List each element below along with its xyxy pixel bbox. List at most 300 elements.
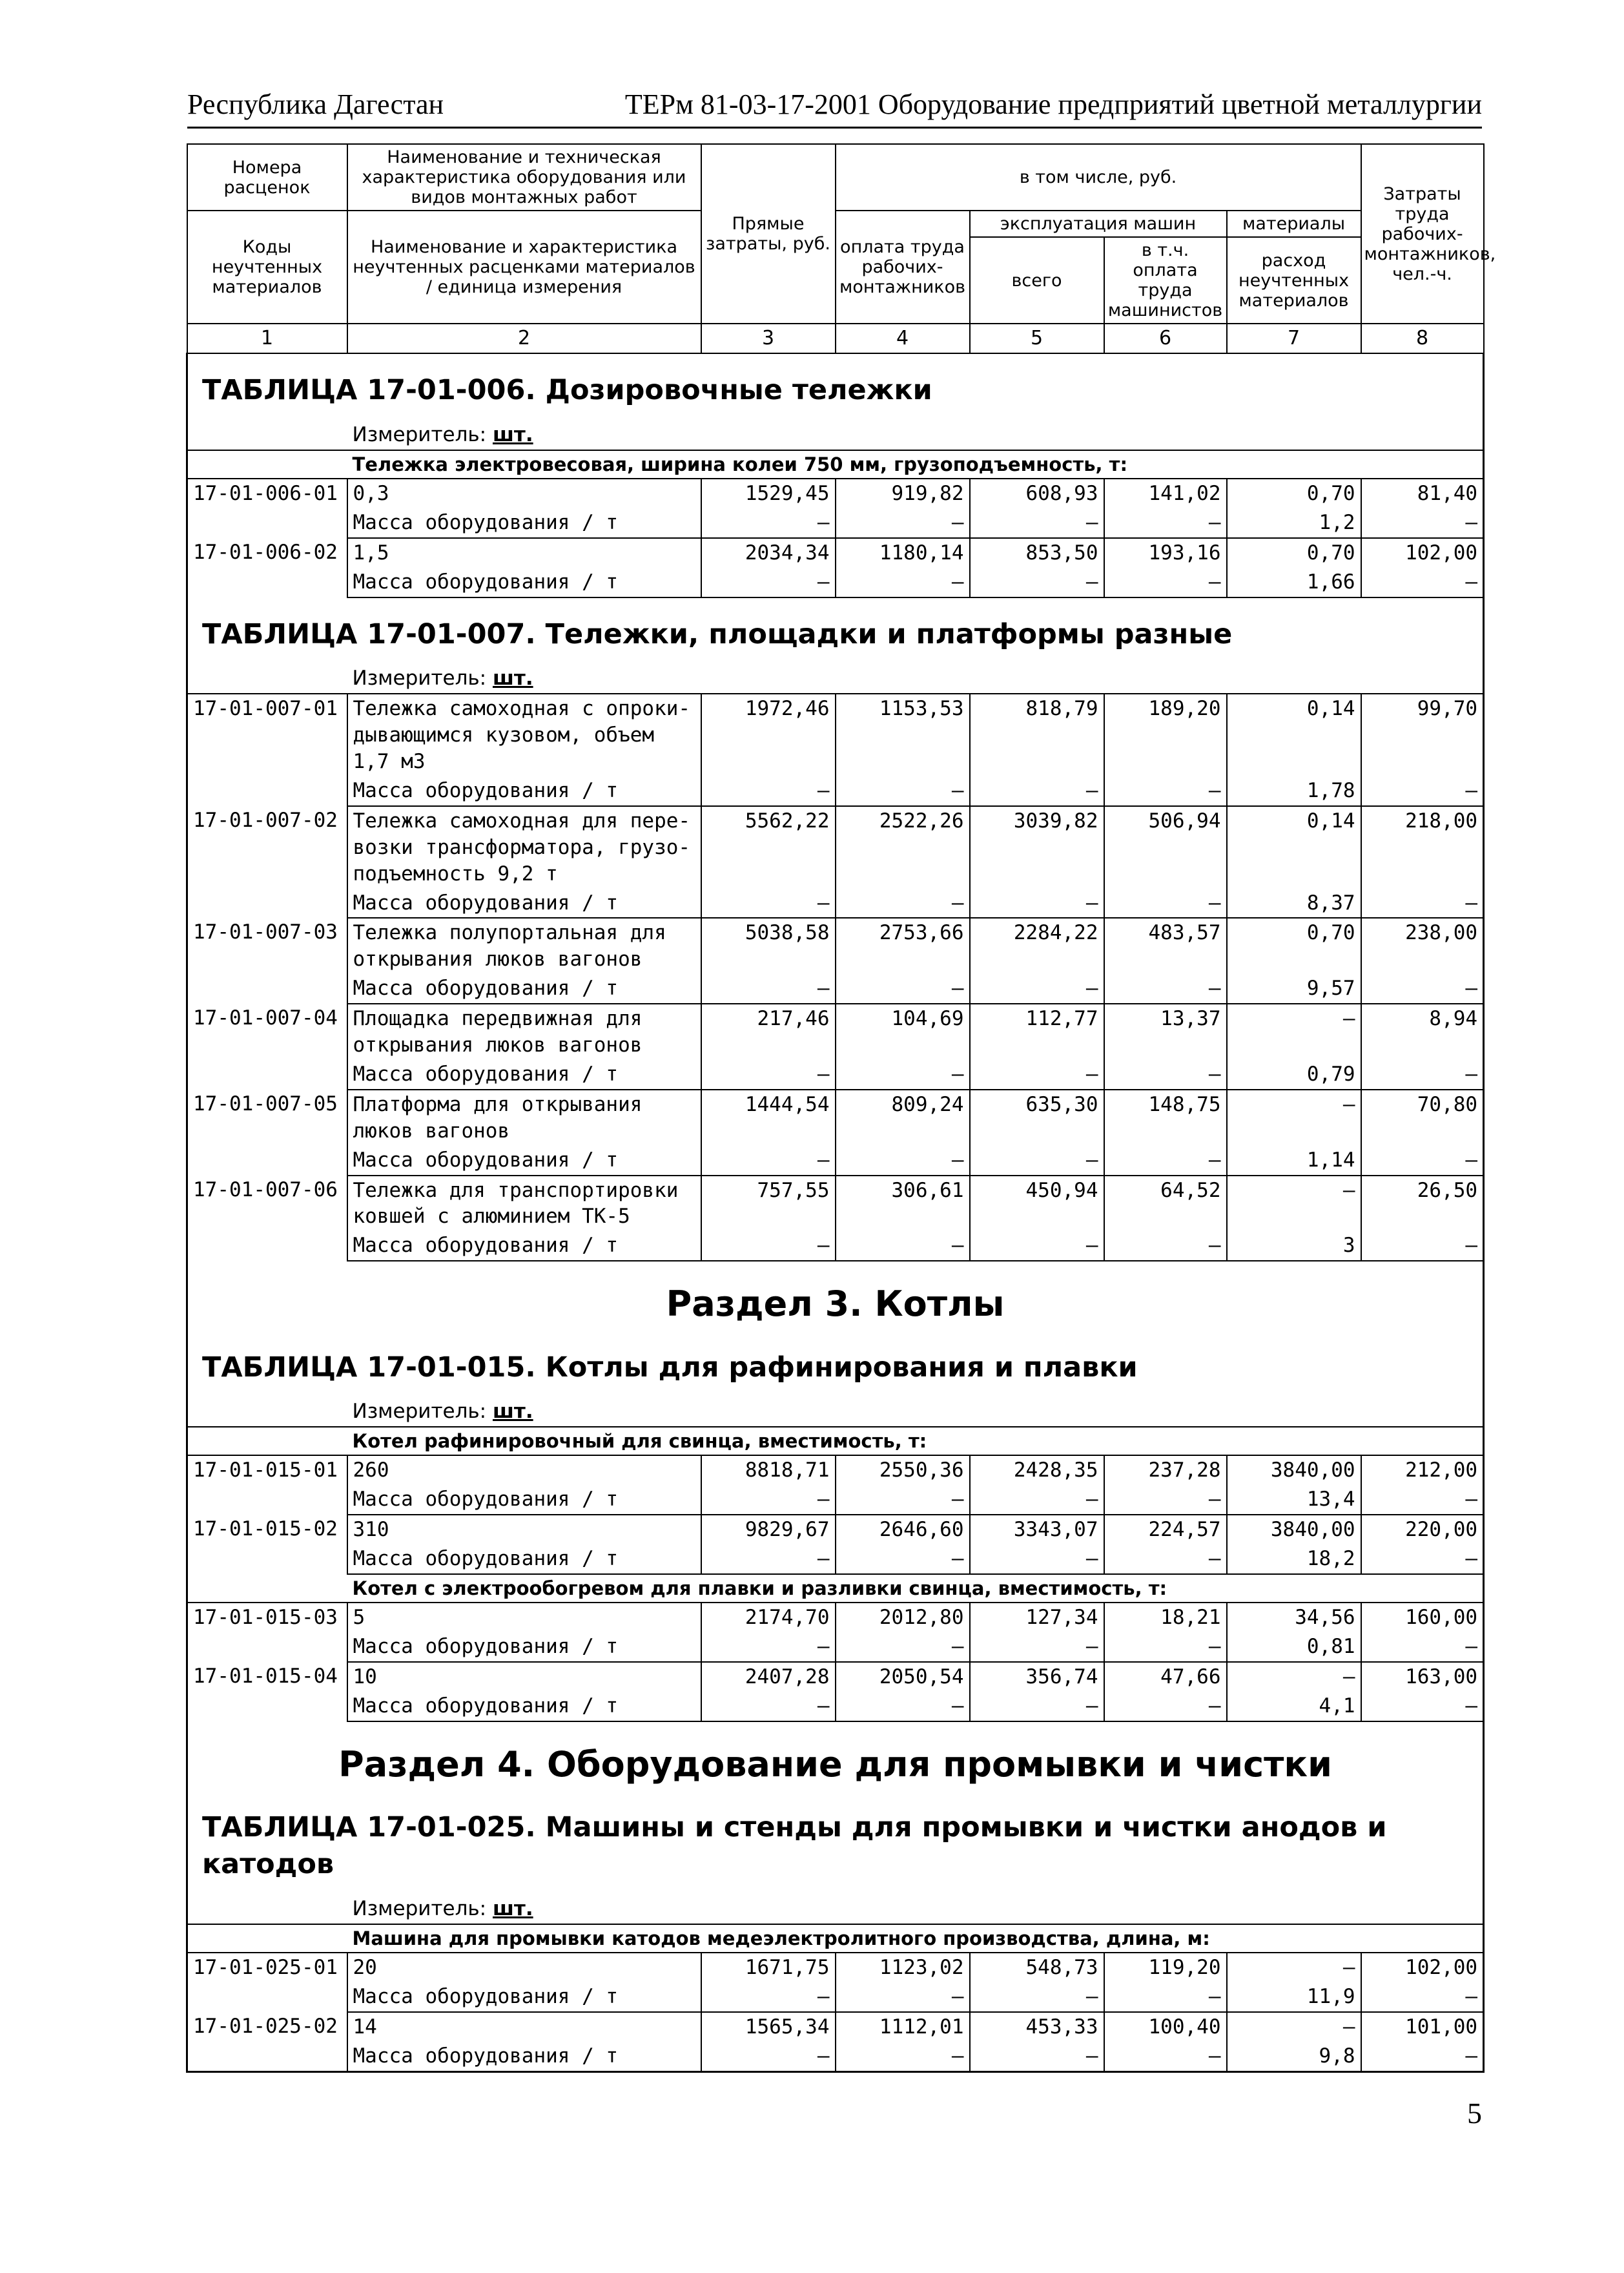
- rate-name: 0,3: [347, 479, 701, 508]
- mass-value: –: [1361, 2042, 1484, 2071]
- mass-value: 0,81: [1227, 1632, 1361, 1662]
- mass-value: –: [1104, 974, 1227, 1004]
- rate-value: 1444,54: [701, 1090, 836, 1146]
- mass-value: 3: [1227, 1231, 1361, 1261]
- col-number: 5: [970, 324, 1104, 353]
- unit-cell: [347, 1391, 1484, 1427]
- rate-value: 3039,82: [970, 806, 1104, 889]
- rate-value: 919,82: [836, 479, 970, 508]
- table-row: [187, 1515, 1484, 1544]
- mass-value: 18,2: [1227, 1544, 1361, 1574]
- group-label: Тележка электровесовая, ширина колеи 750 мм, грузоподъемность, т:: [347, 450, 1484, 479]
- col-rate-numbers: Номера расценок: [187, 144, 347, 211]
- rate-value: 100,40: [1104, 2012, 1227, 2042]
- unit-cell: [347, 658, 1484, 694]
- rate-value: 141,02: [1104, 479, 1227, 508]
- unit-spacer: [187, 414, 347, 450]
- mass-value: –: [1104, 508, 1227, 538]
- rate-value: 34,56: [1227, 1603, 1361, 1632]
- mass-value: –: [1361, 1060, 1484, 1090]
- rate-value: 112,77: [970, 1004, 1104, 1060]
- group-spacer: [187, 1924, 347, 1953]
- rate-code: 17-01-007-03: [187, 918, 347, 1004]
- section-title: Раздел 4. Оборудование для промывки и чистки: [187, 1721, 1484, 1791]
- mass-value: –: [970, 1982, 1104, 2012]
- unit-row: [187, 658, 1484, 694]
- mass-value: –: [836, 1692, 970, 1721]
- rate-value: 2050,54: [836, 1662, 970, 1692]
- rate-value: 483,57: [1104, 918, 1227, 974]
- rate-value: 2407,28: [701, 1662, 836, 1692]
- unit-label: Измеритель:: [352, 1896, 487, 1920]
- rate-name: Тележка для транспортировки ковшей с алюминием ТК-5: [347, 1176, 701, 1232]
- rate-value: 218,00: [1361, 806, 1484, 889]
- table-title-row: [187, 1331, 1484, 1391]
- mass-value: –: [1361, 1692, 1484, 1721]
- unit-row: [187, 1391, 1484, 1427]
- table-row: [187, 1662, 1484, 1692]
- mass-value: –: [970, 1632, 1104, 1662]
- rate-code: 17-01-015-04: [187, 1662, 347, 1721]
- mass-value: 1,66: [1227, 568, 1361, 597]
- mass-value: 1,2: [1227, 508, 1361, 538]
- mass-value: 13,4: [1227, 1485, 1361, 1515]
- rate-value: 635,30: [970, 1090, 1104, 1146]
- table-title: ТАБЛИЦА 17-01-015. Котлы для рафинирования и плавки: [187, 1331, 1484, 1391]
- mass-value: –: [701, 1231, 836, 1261]
- rate-value: 853,50: [970, 538, 1104, 568]
- col-material-codes: Коды неучтенных материалов: [187, 211, 347, 324]
- rate-value: 212,00: [1361, 1455, 1484, 1485]
- mass-value: –: [1361, 1231, 1484, 1261]
- mass-row: [187, 1692, 1484, 1721]
- rate-value: 26,50: [1361, 1176, 1484, 1232]
- mass-label: Масса оборудования / т: [347, 1485, 701, 1515]
- unit-value: шт.: [492, 1400, 533, 1424]
- mass-value: –: [1361, 1632, 1484, 1662]
- mass-value: –: [836, 2042, 970, 2071]
- mass-label: Масса оборудования / т: [347, 1544, 701, 1574]
- rate-value: 9829,67: [701, 1515, 836, 1544]
- table-title: ТАБЛИЦА 17-01-007. Тележки, площадки и платформы разные: [187, 597, 1484, 658]
- table-title-row: [187, 353, 1484, 414]
- rate-value: 1123,02: [836, 1953, 970, 1982]
- mass-value: 9,8: [1227, 2042, 1361, 2071]
- mass-value: –: [1104, 1692, 1227, 1721]
- rate-value: 0,14: [1227, 694, 1361, 776]
- col-number: 3: [701, 324, 836, 353]
- rate-code: 17-01-007-01: [187, 694, 347, 806]
- mass-value: –: [1104, 1231, 1227, 1261]
- table-body: [187, 353, 1484, 2071]
- rate-value: –: [1227, 1662, 1361, 1692]
- table-row: [187, 694, 1484, 776]
- rate-value: 3343,07: [970, 1515, 1104, 1544]
- col-labor-hours: Затраты труда рабочих-монтажников, чел.-ч.: [1361, 144, 1484, 324]
- mass-value: –: [701, 1060, 836, 1090]
- col-number: 7: [1227, 324, 1361, 353]
- unit-row: [187, 414, 1484, 450]
- col-number: 1: [187, 324, 347, 353]
- mass-value: –: [836, 1982, 970, 2012]
- mass-value: –: [701, 1485, 836, 1515]
- unit-row: [187, 1888, 1484, 1924]
- rate-value: 8,94: [1361, 1004, 1484, 1060]
- rate-value: 220,00: [1361, 1515, 1484, 1544]
- group-row: [187, 1574, 1484, 1603]
- col-number: 4: [836, 324, 970, 353]
- mass-value: –: [1104, 1146, 1227, 1176]
- mass-value: 1,78: [1227, 776, 1361, 806]
- mass-value: –: [1104, 568, 1227, 597]
- mass-value: –: [1104, 1485, 1227, 1515]
- rate-value: –: [1227, 1004, 1361, 1060]
- group-row: [187, 450, 1484, 479]
- mass-value: –: [970, 776, 1104, 806]
- rate-value: 2284,22: [970, 918, 1104, 974]
- rate-name: Тележка самоходная с опроки-дывающимся кузовом, объем 1,7 м3: [347, 694, 701, 776]
- unit-label: Измеритель:: [352, 1400, 487, 1424]
- rate-value: 1565,34: [701, 2012, 836, 2042]
- mass-value: –: [701, 974, 836, 1004]
- rate-value: 237,28: [1104, 1455, 1227, 1485]
- table-row: [187, 479, 1484, 508]
- rate-code: 17-01-025-02: [187, 2012, 347, 2071]
- rate-value: –: [1227, 2012, 1361, 2042]
- rate-name: Платформа для открывания люков вагонов: [347, 1090, 701, 1146]
- rate-value: 127,34: [970, 1603, 1104, 1632]
- table-title: ТАБЛИЦА 17-01-025. Машины и стенды для промывки и чистки анодов и катодов: [187, 1791, 1484, 1888]
- rate-name: 260: [347, 1455, 701, 1485]
- mass-label: Масса оборудования / т: [347, 1982, 701, 2012]
- mass-value: –: [701, 568, 836, 597]
- mass-value: –: [1361, 1485, 1484, 1515]
- unit-cell: [347, 1888, 1484, 1924]
- mass-value: –: [1104, 776, 1227, 806]
- mass-label: Масса оборудования / т: [347, 508, 701, 538]
- mass-row: [187, 1485, 1484, 1515]
- table-title-row: [187, 597, 1484, 658]
- col-direct-costs: Прямые затраты, руб.: [701, 144, 836, 324]
- rate-value: 217,46: [701, 1004, 836, 1060]
- rate-name: 20: [347, 1953, 701, 1982]
- rate-value: 47,66: [1104, 1662, 1227, 1692]
- mass-label: Масса оборудования / т: [347, 1060, 701, 1090]
- mass-label: Масса оборудования / т: [347, 1692, 701, 1721]
- mass-value: –: [1361, 1544, 1484, 1574]
- mass-value: –: [970, 889, 1104, 919]
- rate-value: 809,24: [836, 1090, 970, 1146]
- rate-name: 1,5: [347, 538, 701, 568]
- mass-value: –: [970, 2042, 1104, 2071]
- rate-code: 17-01-007-05: [187, 1090, 347, 1176]
- rate-value: 193,16: [1104, 538, 1227, 568]
- mass-value: –: [1361, 1146, 1484, 1176]
- rate-value: 757,55: [701, 1176, 836, 1232]
- rate-code: 17-01-015-01: [187, 1455, 347, 1515]
- rate-value: 101,00: [1361, 2012, 1484, 2042]
- mass-row: [187, 889, 1484, 919]
- mass-label: Масса оборудования / т: [347, 568, 701, 597]
- mass-value: –: [970, 1692, 1104, 1721]
- mass-value: 8,37: [1227, 889, 1361, 919]
- rate-value: 189,20: [1104, 694, 1227, 776]
- mass-value: 11,9: [1227, 1982, 1361, 2012]
- rate-value: 453,33: [970, 2012, 1104, 2042]
- mass-value: 9,57: [1227, 974, 1361, 1004]
- rate-value: 2012,80: [836, 1603, 970, 1632]
- mass-value: –: [970, 1060, 1104, 1090]
- mass-row: [187, 1632, 1484, 1662]
- col-machinists-pay: в т.ч. оплата труда машинистов: [1104, 237, 1227, 324]
- mass-value: –: [970, 568, 1104, 597]
- mass-value: –: [836, 889, 970, 919]
- mass-value: –: [1104, 1632, 1227, 1662]
- mass-value: –: [1361, 889, 1484, 919]
- rate-value: 3840,00: [1227, 1455, 1361, 1485]
- rate-value: 1112,01: [836, 2012, 970, 2042]
- mass-label: Масса оборудования / т: [347, 2042, 701, 2071]
- mass-value: –: [701, 1146, 836, 1176]
- rate-value: 81,40: [1361, 479, 1484, 508]
- rate-value: 1671,75: [701, 1953, 836, 1982]
- mass-row: [187, 1231, 1484, 1261]
- rate-value: 1529,45: [701, 479, 836, 508]
- rate-value: 2550,36: [836, 1455, 970, 1485]
- col-machines-total: всего: [970, 237, 1104, 324]
- mass-value: –: [836, 1632, 970, 1662]
- mass-label: Масса оборудования / т: [347, 1146, 701, 1176]
- group-row: [187, 1427, 1484, 1455]
- mass-value: –: [836, 974, 970, 1004]
- rate-name: Тележка полупортальная для открывания люков вагонов: [347, 918, 701, 974]
- header-document-title: ТЕРм 81-03-17-2001 Оборудование предприятий цветной металлургии: [624, 88, 1482, 120]
- mass-value: –: [970, 974, 1104, 1004]
- unit-value: шт.: [492, 667, 533, 690]
- rate-name: 5: [347, 1603, 701, 1632]
- mass-value: –: [1361, 1982, 1484, 2012]
- mass-value: –: [970, 1231, 1104, 1261]
- mass-value: –: [701, 776, 836, 806]
- rate-value: 2522,26: [836, 806, 970, 889]
- col-material-consumption: расход неучтенных материалов: [1227, 237, 1361, 324]
- rate-value: 0,70: [1227, 538, 1361, 568]
- mass-row: [187, 1544, 1484, 1574]
- unit-label: Измеритель:: [352, 422, 487, 446]
- rate-code: 17-01-006-02: [187, 538, 347, 597]
- rate-name: Площадка передвижная для открывания люков вагонов: [347, 1004, 701, 1060]
- rate-value: 224,57: [1104, 1515, 1227, 1544]
- mass-value: –: [836, 1231, 970, 1261]
- mass-value: –: [970, 508, 1104, 538]
- rate-value: 5038,58: [701, 918, 836, 974]
- mass-row: [187, 2042, 1484, 2071]
- mass-value: –: [1361, 776, 1484, 806]
- mass-label: Масса оборудования / т: [347, 776, 701, 806]
- rate-value: 1180,14: [836, 538, 970, 568]
- rate-value: 2753,66: [836, 918, 970, 974]
- mass-value: –: [836, 1146, 970, 1176]
- group-label: Котел с электрообогревом для плавки и разливки свинца, вместимость, т:: [347, 1574, 1484, 1603]
- mass-label: Масса оборудования / т: [347, 889, 701, 919]
- rate-value: 2034,34: [701, 538, 836, 568]
- rate-code: 17-01-007-02: [187, 806, 347, 919]
- unit-spacer: [187, 1391, 347, 1427]
- table-row: [187, 1455, 1484, 1485]
- rate-value: 2428,35: [970, 1455, 1104, 1485]
- rate-code: 17-01-025-01: [187, 1953, 347, 2012]
- rate-value: 548,73: [970, 1953, 1104, 1982]
- col-machines: эксплуатация машин: [970, 211, 1227, 237]
- mass-row: [187, 568, 1484, 597]
- rate-value: 450,94: [970, 1176, 1104, 1232]
- rate-value: 5562,22: [701, 806, 836, 889]
- rate-value: 104,69: [836, 1004, 970, 1060]
- section-row: [187, 1261, 1484, 1331]
- rate-value: 99,70: [1361, 694, 1484, 776]
- rates-table: [186, 143, 1496, 2073]
- rate-value: 18,21: [1104, 1603, 1227, 1632]
- col-including: в том числе, руб.: [836, 144, 1361, 211]
- rate-code: 17-01-015-02: [187, 1515, 347, 1574]
- mass-row: [187, 1146, 1484, 1176]
- rate-value: 8818,71: [701, 1455, 836, 1485]
- rate-value: 148,75: [1104, 1090, 1227, 1146]
- mass-row: [187, 776, 1484, 806]
- unit-label: Измеритель:: [352, 667, 487, 690]
- table-title: ТАБЛИЦА 17-01-006. Дозировочные тележки: [187, 353, 1484, 414]
- header-rule: [187, 127, 1482, 129]
- rate-value: 119,20: [1104, 1953, 1227, 1982]
- mass-value: –: [701, 1692, 836, 1721]
- section-row: [187, 1721, 1484, 1791]
- col-name: Наименование и техническая характеристика оборудования или видов монтажных работ: [347, 144, 701, 211]
- mass-value: –: [1104, 1060, 1227, 1090]
- group-spacer: [187, 1574, 347, 1603]
- table-title-row: [187, 1791, 1484, 1888]
- rate-value: 818,79: [970, 694, 1104, 776]
- mass-value: –: [836, 1485, 970, 1515]
- rate-value: –: [1227, 1176, 1361, 1232]
- mass-value: –: [1361, 568, 1484, 597]
- mass-row: [187, 1060, 1484, 1090]
- rate-value: 160,00: [1361, 1603, 1484, 1632]
- rate-value: 1972,46: [701, 694, 836, 776]
- mass-value: –: [836, 1544, 970, 1574]
- unit-spacer: [187, 658, 347, 694]
- rate-value: 70,80: [1361, 1090, 1484, 1146]
- rate-code: 17-01-007-04: [187, 1004, 347, 1090]
- mass-row: [187, 974, 1484, 1004]
- rate-code: 17-01-006-01: [187, 479, 347, 538]
- rate-value: 102,00: [1361, 1953, 1484, 1982]
- rate-value: 356,74: [970, 1662, 1104, 1692]
- mass-value: –: [1361, 974, 1484, 1004]
- table-row: [187, 2012, 1484, 2042]
- page-number: 5: [1467, 2097, 1482, 2130]
- col-number: 8: [1361, 324, 1484, 353]
- mass-value: –: [970, 1544, 1104, 1574]
- table-row: [187, 538, 1484, 568]
- unit-value: шт.: [492, 422, 533, 446]
- rate-name: 14: [347, 2012, 701, 2042]
- rate-name: 10: [347, 1662, 701, 1692]
- rate-value: 2646,60: [836, 1515, 970, 1544]
- mass-value: 0,79: [1227, 1060, 1361, 1090]
- mass-row: [187, 508, 1484, 538]
- rate-value: 13,37: [1104, 1004, 1227, 1060]
- mass-value: –: [836, 776, 970, 806]
- col-number: 2: [347, 324, 701, 353]
- mass-label: Масса оборудования / т: [347, 974, 701, 1004]
- table-row: [187, 918, 1484, 974]
- table-row: [187, 1176, 1484, 1232]
- table-row: [187, 1090, 1484, 1146]
- col-labor-pay: оплата труда рабочих-монтажников: [836, 211, 970, 324]
- col-materials: материалы: [1227, 211, 1361, 237]
- rate-value: 163,00: [1361, 1662, 1484, 1692]
- mass-value: –: [701, 889, 836, 919]
- rate-value: 2174,70: [701, 1603, 836, 1632]
- group-label: Котел рафинировочный для свинца, вместимость, т:: [347, 1427, 1484, 1455]
- group-label: Машина для промывки катодов медеэлектролитного производства, длина, м:: [347, 1924, 1484, 1953]
- unit-spacer: [187, 1888, 347, 1924]
- rate-value: –: [1227, 1953, 1361, 1982]
- mass-value: –: [701, 1544, 836, 1574]
- rate-name: 310: [347, 1515, 701, 1544]
- section-title: Раздел 3. Котлы: [187, 1261, 1484, 1331]
- table-row: [187, 1953, 1484, 1982]
- mass-label: Масса оборудования / т: [347, 1632, 701, 1662]
- mass-label: Масса оборудования / т: [347, 1231, 701, 1261]
- header-region: Республика Дагестан: [187, 88, 444, 120]
- mass-value: –: [701, 1632, 836, 1662]
- mass-row: [187, 1982, 1484, 2012]
- rate-value: 0,14: [1227, 806, 1361, 889]
- rate-value: 0,70: [1227, 479, 1361, 508]
- rate-value: 3840,00: [1227, 1515, 1361, 1544]
- mass-value: –: [1104, 2042, 1227, 2071]
- mass-value: –: [1104, 1982, 1227, 2012]
- mass-value: –: [970, 1146, 1104, 1176]
- rate-value: 1153,53: [836, 694, 970, 776]
- rate-value: 608,93: [970, 479, 1104, 508]
- table-row: [187, 1603, 1484, 1632]
- rate-code: 17-01-015-03: [187, 1603, 347, 1662]
- mass-value: 4,1: [1227, 1692, 1361, 1721]
- mass-value: –: [836, 508, 970, 538]
- rate-value: 0,70: [1227, 918, 1361, 974]
- group-spacer: [187, 1427, 347, 1455]
- rate-value: 238,00: [1361, 918, 1484, 974]
- group-spacer: [187, 450, 347, 479]
- mass-value: –: [701, 1982, 836, 2012]
- mass-value: –: [1104, 1544, 1227, 1574]
- unit-cell: [347, 414, 1484, 450]
- col-number: 6: [1104, 324, 1227, 353]
- table-row: [187, 1004, 1484, 1060]
- rate-value: 306,61: [836, 1176, 970, 1232]
- mass-value: 1,14: [1227, 1146, 1361, 1176]
- mass-value: –: [970, 1485, 1104, 1515]
- mass-value: –: [836, 1060, 970, 1090]
- rate-name: Тележка самоходная для пере-возки трансформатора, грузо-подъемность 9,2 т: [347, 806, 701, 889]
- mass-value: –: [836, 568, 970, 597]
- col-material-names: Наименование и характеристика неучтенных расценками материалов / единица измерения: [347, 211, 701, 324]
- unit-value: шт.: [492, 1896, 533, 1920]
- table-row: [187, 806, 1484, 889]
- mass-value: –: [1361, 508, 1484, 538]
